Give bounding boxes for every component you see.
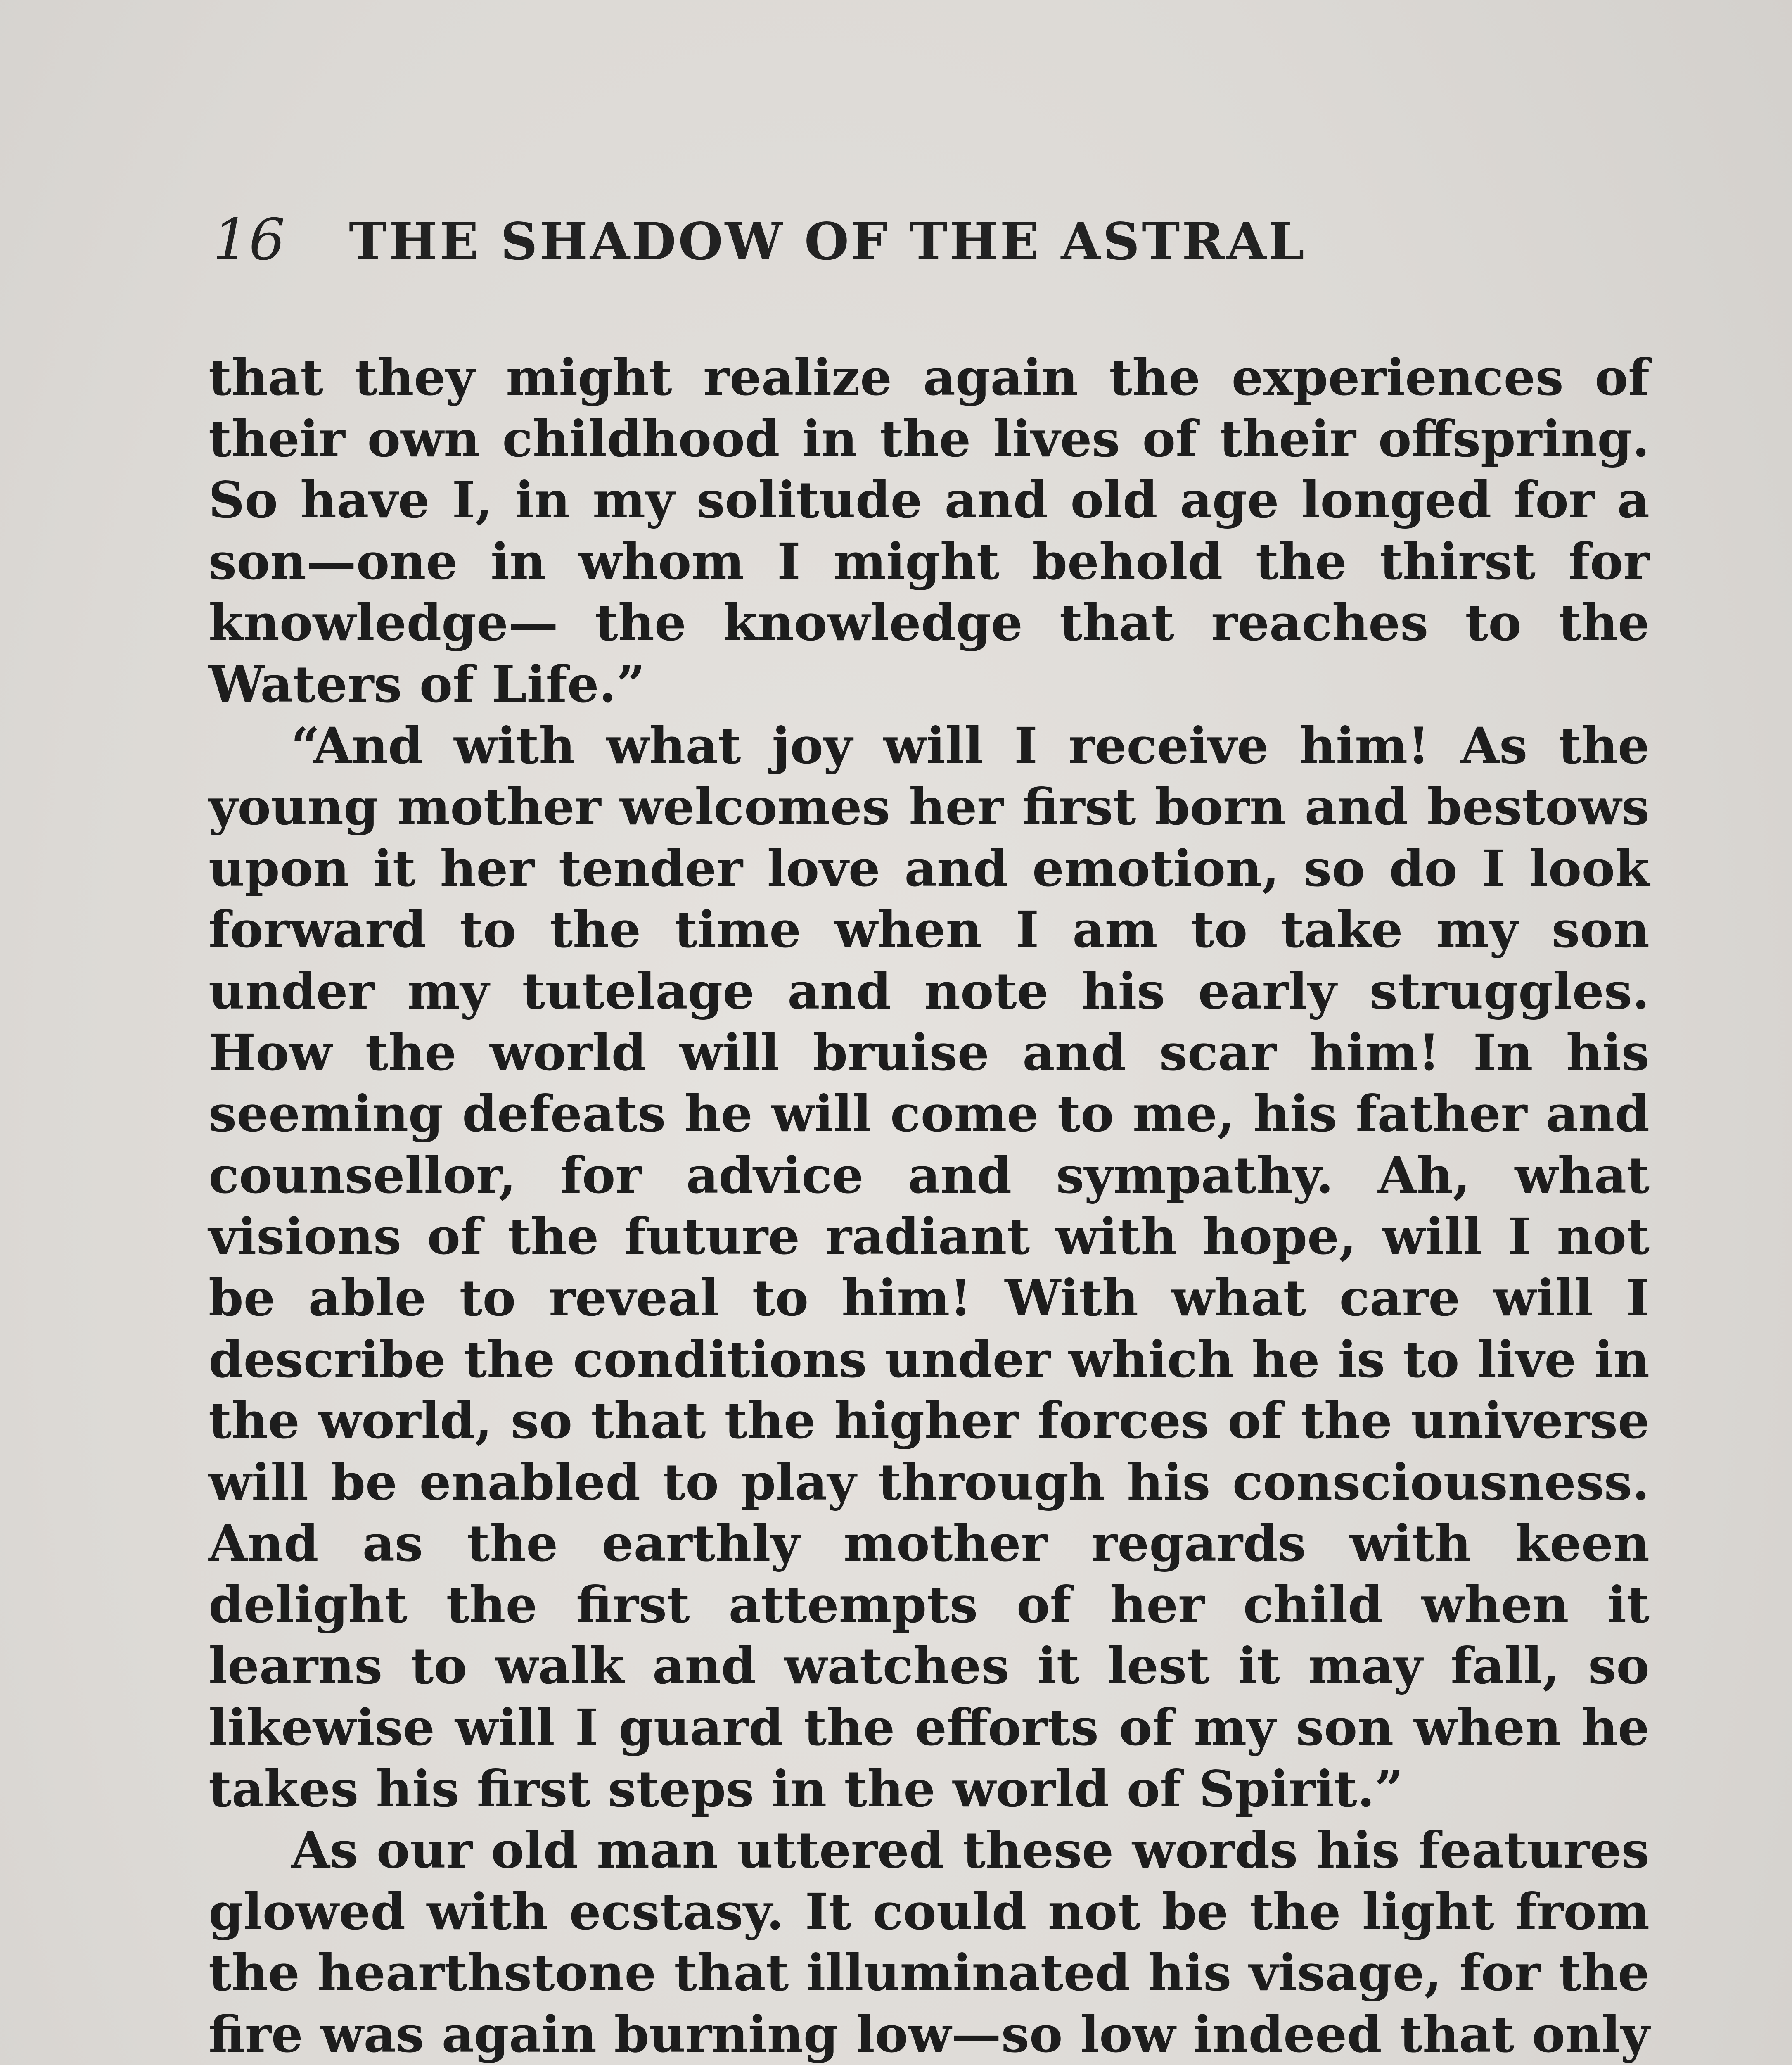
paragraph: “And with what joy will I receive him! As the young mother welcomes her first born and bestows upon it her tender love and emotion, so do I look forward to the time when I am to take my son under my tutelage and note his early struggles. How the world will bruise and scar him! In his seeming defeats he will come to me, his father and counsellor, for advice and sympathy. Ah, what visions of the future radiant with hope, will I not be able to reveal to him! With what care will I describe the conditions under which he is to live in the world, so that the higher forces of the universe will be enabled to play through his consciousness. And as the earthly mother regards with keen delight the first attempts of her child when it learns to walk and watches it lest it may fall, so likewise will I guard the efforts of my son when he takes his first steps in the world of Spirit.”: [209, 716, 1650, 1818]
page-number: 16: [213, 206, 285, 273]
paragraph: that they might realize again the experiences of their own childhood in the lives of their offspring. So have I, in my solitude and old age longed for a son—one in whom I might behold the thirst for knowledge— the knowledge that reaches to the Waters of Life.”: [209, 348, 1650, 714]
body-text: [209, 347, 1650, 2065]
paragraph: As our old man uttered these words his features glowed with ecstasy. It could not be the light from the hearthstone that illuminated his visage, for the fire was again burning low—so low indeed that only: [209, 1821, 1650, 2064]
running-head: [213, 206, 1658, 277]
running-title: THE SHADOW OF THE ASTRAL: [349, 212, 1306, 272]
